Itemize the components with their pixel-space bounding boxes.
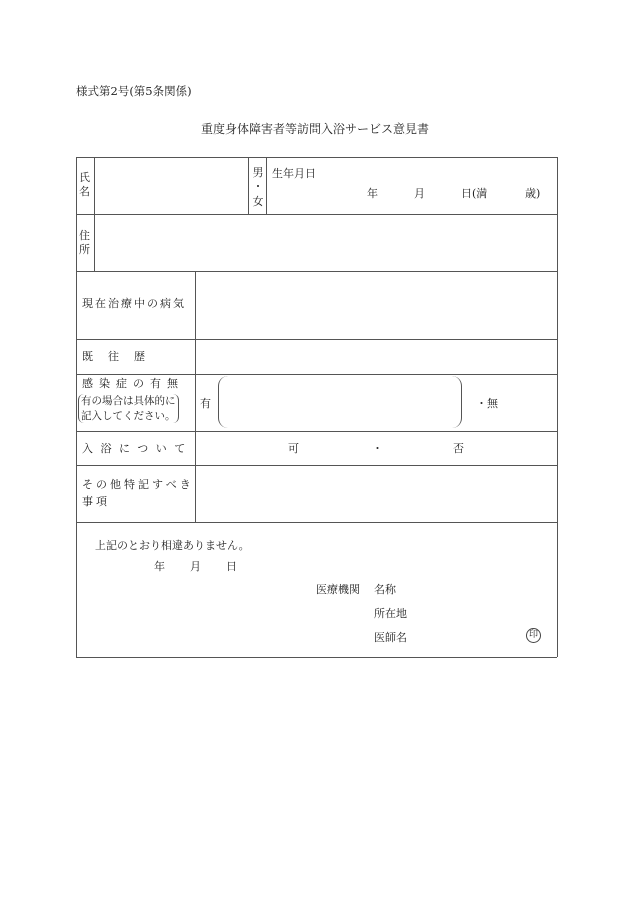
- other-field[interactable]: [196, 466, 556, 521]
- label-line: その他特記すべき: [82, 478, 194, 491]
- label-line: 記入してください。: [81, 409, 176, 422]
- name-label: [79, 171, 90, 199]
- birth-month: 月: [414, 187, 425, 200]
- table-rule: [76, 431, 557, 432]
- date-month: 月: [190, 560, 201, 573]
- label-line: 名: [79, 184, 90, 198]
- institution-name-label: 名称: [374, 583, 396, 596]
- current-disease-label: 現在治療中の病気: [82, 297, 186, 310]
- birth-label: 生年月日: [272, 167, 316, 180]
- page-title: 重度身体障害者等訪問入浴サービス意見書: [200, 122, 429, 136]
- label-line: 所: [79, 242, 90, 256]
- address-field[interactable]: [95, 215, 556, 270]
- infection-note: [78, 394, 179, 423]
- infection-no[interactable]: ・無: [476, 397, 498, 410]
- bathing-separator: ・: [372, 442, 383, 455]
- history-label: 既 往 歴: [82, 350, 147, 363]
- table-rule: [76, 657, 557, 658]
- birth-age-close: 歳): [525, 187, 541, 200]
- label-line: 事項: [82, 494, 110, 508]
- doctor-label: 医師名: [374, 631, 407, 644]
- location-label: 所在地: [374, 607, 407, 620]
- bathing-ok[interactable]: 可: [288, 442, 299, 455]
- statement: 上記のとおり相違ありません。: [95, 539, 250, 552]
- name-field[interactable]: [95, 158, 247, 213]
- table-rule: [248, 157, 249, 214]
- current-disease-field[interactable]: [196, 272, 556, 338]
- label-line: ・: [252, 180, 264, 194]
- form-number: 様式第2号(第5条関係): [76, 84, 192, 98]
- other-label: [82, 477, 194, 510]
- label-line: 女: [252, 194, 264, 208]
- bathing-ng[interactable]: 否: [453, 442, 464, 455]
- birth-year: 年: [367, 187, 378, 200]
- bathing-label: 入浴について: [82, 442, 193, 455]
- label-line: 住: [79, 229, 90, 242]
- sex-options[interactable]: [251, 166, 265, 209]
- table-rule: [76, 157, 77, 657]
- infection-detail-field[interactable]: [218, 376, 462, 428]
- infection-label: 感染症の有無: [82, 377, 184, 390]
- institution-label: 医療機関: [316, 583, 360, 596]
- label-line: 氏: [79, 171, 90, 184]
- history-field[interactable]: [196, 340, 556, 373]
- label-line: 男: [252, 166, 264, 179]
- table-rule: [76, 522, 557, 523]
- date-day: 日: [226, 560, 237, 573]
- label-line: 有の場合は具体的に: [81, 395, 176, 407]
- table-rule: [557, 157, 558, 657]
- table-rule: [76, 374, 557, 375]
- infection-yes[interactable]: 有: [200, 397, 211, 410]
- date-year: 年: [154, 560, 165, 573]
- seal-icon: 印: [526, 628, 541, 643]
- birth-day-age-open: 日(満: [461, 187, 488, 200]
- address-label: [79, 229, 90, 257]
- table-rule: [266, 157, 267, 214]
